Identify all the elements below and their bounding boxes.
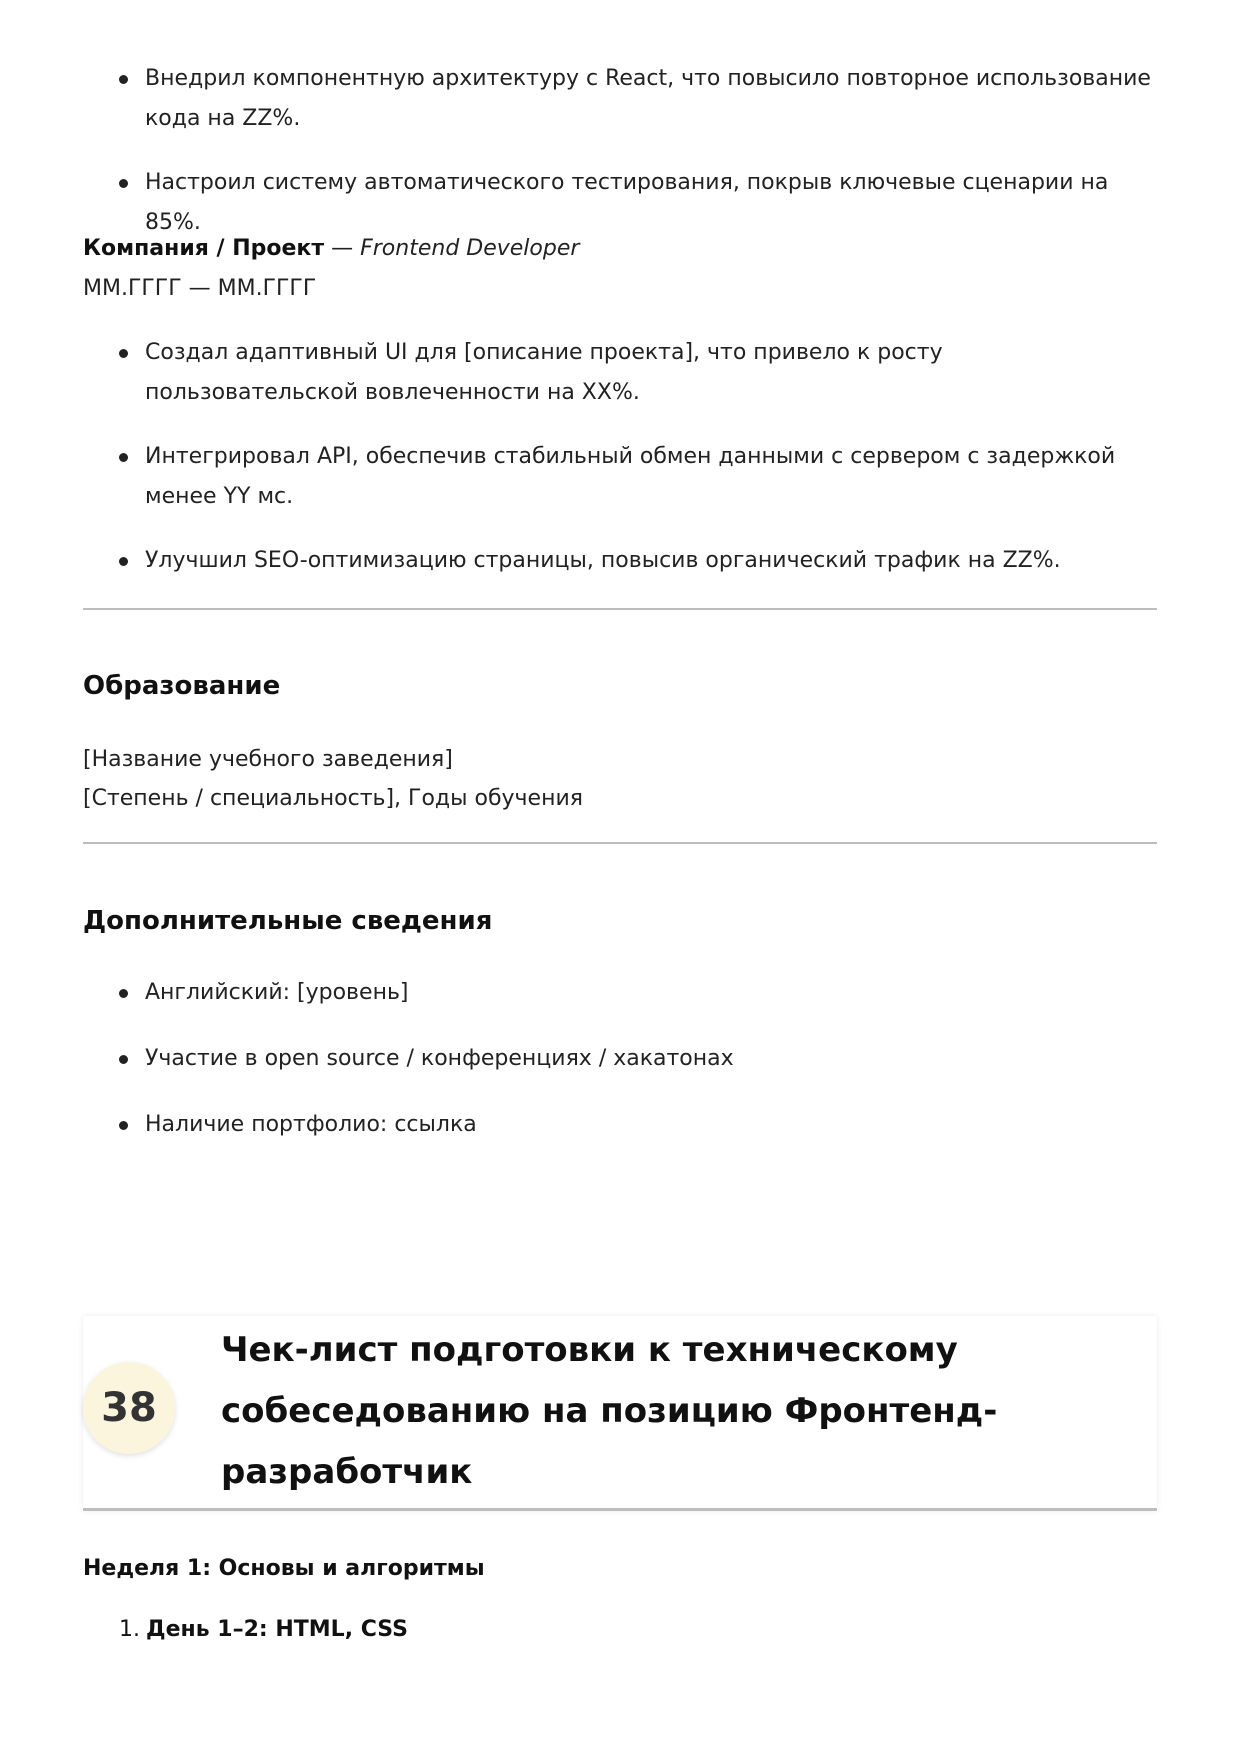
list-item: Настроил систему автоматического тестирования, покрыв ключевые сценарии на 85%. — [83, 163, 1157, 243]
job-role: Frontend Developer — [360, 236, 580, 261]
list-item: Создал адаптивный UI для [описание проекта], что привело к росту пользовательской вовлеченности на XX%. — [83, 333, 1157, 413]
job-title-line — [83, 229, 579, 269]
chapter-header — [83, 1316, 1157, 1511]
list-item: Улучшил SEO-оптимизацию страницы, повысив органический трафик на ZZ%. — [83, 541, 1157, 581]
ordered-list-item — [119, 1615, 408, 1645]
list-number: 1. — [119, 1617, 140, 1642]
achievement-list — [83, 59, 1157, 243]
extra-heading: Дополнительные сведения — [83, 906, 493, 936]
job-achievement-list — [83, 333, 1157, 581]
list-item: Наличие портфолио: ссылка — [83, 1105, 1157, 1145]
education-institution: [Название учебного заведения] — [83, 747, 453, 772]
education-degree: [Степень / специальность], Годы обучения — [83, 786, 583, 811]
list-item: Интегрировал API, обеспечив стабильный обмен данными с сервером с задержкой менее YY мс. — [83, 437, 1157, 517]
list-item: Внедрил компонентную архитектуру с React, что повысило повторное использование кода на ZZ%. — [83, 59, 1157, 139]
company-name: Компания / Проект — [83, 236, 325, 261]
section-divider — [83, 608, 1157, 610]
week-heading: Неделя 1: Основы и алгоритмы — [83, 1556, 485, 1581]
job-dates: ММ.ГГГГ — ММ.ГГГГ — [83, 276, 317, 301]
section-divider — [83, 842, 1157, 844]
chapter-number-badge: 38 — [83, 1362, 175, 1454]
extra-list — [83, 973, 1157, 1145]
job-dash: — — [324, 236, 361, 261]
job-header — [83, 229, 579, 309]
list-item: Английский: [уровень] — [83, 973, 1157, 1013]
education-heading: Образование — [83, 671, 281, 701]
list-item: Участие в open source / конференциях / хакатонах — [83, 1039, 1157, 1079]
chapter-title: Чек-лист подготовки к техническому собеседованию на позицию Фронтенд-разработчик — [221, 1330, 998, 1492]
list-item-label: День 1–2: HTML, CSS — [146, 1617, 408, 1642]
